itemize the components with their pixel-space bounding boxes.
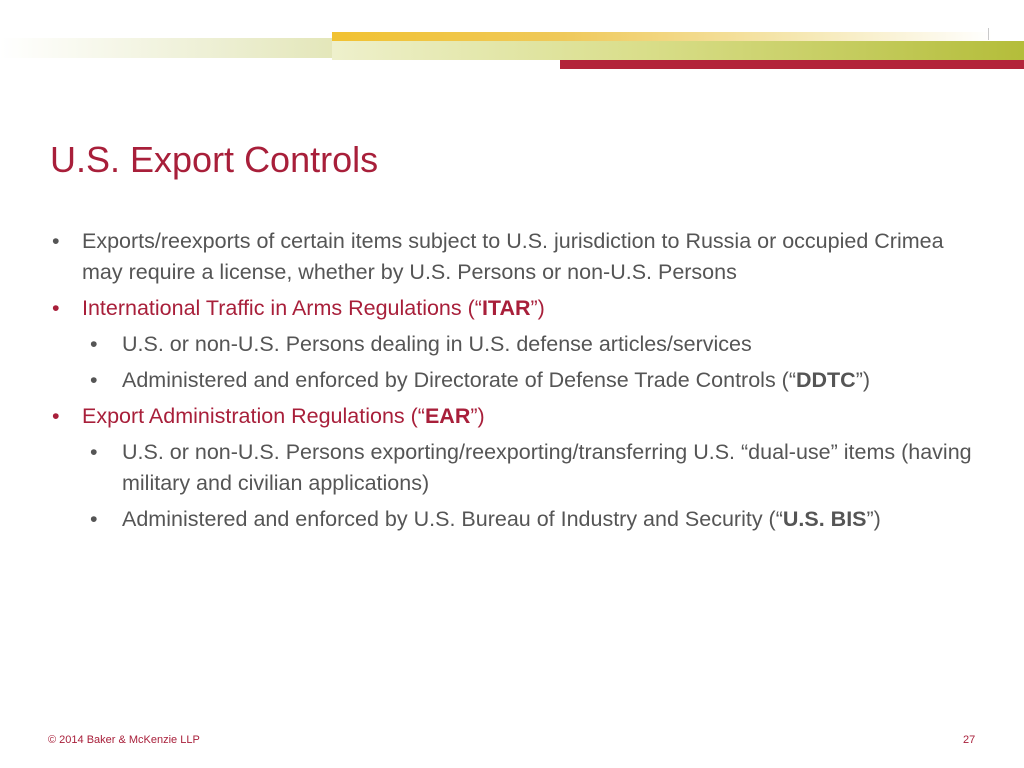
footer-page-number: 27 <box>963 734 976 746</box>
bullet-text-prefix: International Traffic in Arms Regulations (“ <box>82 296 482 320</box>
bullet-dot-icon: • <box>52 229 60 253</box>
bullet-text: U.S. or non-U.S. Persons exporting/reexporting/transferring U.S. “dual-use” items (having military and civilian applications) <box>122 440 972 495</box>
bullet-text-suffix: ”) <box>530 296 545 320</box>
header-band-tick <box>988 28 989 40</box>
bullet-dot-icon: • <box>52 404 60 428</box>
header-band-yellow <box>332 32 992 41</box>
bullet-text: Exports/reexports of certain items subject to U.S. jurisdiction to Russia or occupied Crimea may require a license, whether by U.S. Persons or non-U.S. Persons <box>82 229 944 284</box>
sub-bullet-bis <box>52 504 982 535</box>
bullet-text-bold: ITAR <box>481 296 531 320</box>
bullet-dot-icon: • <box>90 368 98 392</box>
bullet-text-bold: U.S. BIS <box>782 507 867 531</box>
bullet-ear <box>52 401 982 432</box>
header-band-red <box>560 60 1024 69</box>
header-band-fade <box>0 38 340 58</box>
bullet-itar <box>52 293 982 324</box>
header-band-green <box>332 41 1024 60</box>
sub-bullet-ddtc <box>52 365 982 396</box>
bullet-text-suffix: ”) <box>470 404 485 428</box>
bullet-text: U.S. or non-U.S. Persons dealing in U.S. defense articles/services <box>122 332 752 356</box>
bullet-exports-license <box>52 226 982 288</box>
slide-content <box>52 226 982 540</box>
bullet-text-prefix: Export Administration Regulations (“ <box>82 404 425 428</box>
sub-bullet-itar-persons <box>52 329 982 360</box>
bullet-text-prefix: Administered and enforced by Directorate of Defense Trade Controls (“ <box>122 368 796 392</box>
bullet-text-suffix: ”) <box>855 368 871 392</box>
bullet-dot-icon: • <box>90 332 98 356</box>
bullet-dot-icon: • <box>90 440 98 464</box>
bullet-dot-icon: • <box>90 507 98 531</box>
bullet-dot-icon: • <box>52 296 60 320</box>
bullet-text-bold: DDTC <box>796 368 856 392</box>
footer-copyright: © 2014 Baker & McKenzie LLP <box>48 734 200 746</box>
slide-title: U.S. Export Controls <box>50 139 379 180</box>
bullet-text-suffix: ”) <box>866 507 881 531</box>
bullet-text-prefix: Administered and enforced by U.S. Bureau of Industry and Security (“ <box>122 507 783 531</box>
bullet-text-bold: EAR <box>424 404 471 428</box>
sub-bullet-ear-dual-use <box>52 437 982 499</box>
